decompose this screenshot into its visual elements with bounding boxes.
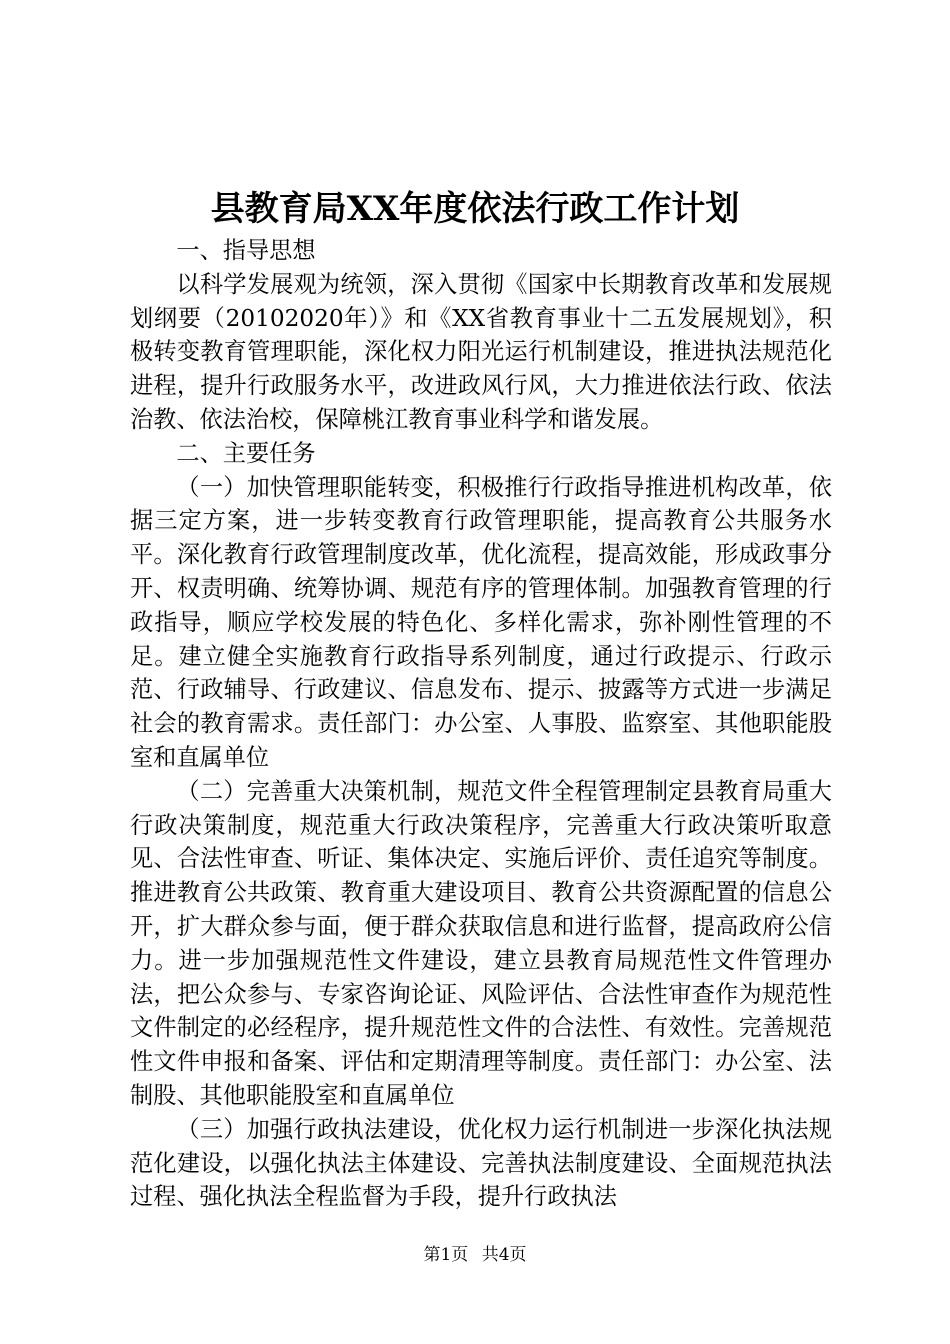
section-heading-main-tasks: 二、主要任务 — [176, 439, 316, 467]
document-body — [130, 234, 832, 1214]
section-heading-guiding-ideology: 一、指导思想 — [176, 237, 316, 264]
paragraph-guiding-ideology: 以科学发展观为统领，深入贯彻《国家中长期教育改革和发展规划纲要（20102020年）》和《XX省教育事业十二五发展规划》，积极转变教育管理职能，深化权力阳光运行机制建设，推进执法规范化进程，提升行政服务水平，改进政风行风，大力推进依法行政、依法治教、依法治校，保障桃江教育事业科学和谐发展。 — [130, 270, 832, 433]
paragraph-task-1: （一）加快管理职能转变，积极推行行政指导推进机构改革，依据三定方案，进一步转变教育行政管理职能，提高教育公共服务水平。深化教育行政管理制度改革，优化流程，提高效能，形成政事分开、权责明确、统筹协调、规范有序的管理体制。加强教育管理的行政指导，顺应学校发展的特色化、多样化需求，弥补刚性管理的不足。建立健全实施教育行政指导系列制度，通过行政提示、行政示范、行政辅导、行政建议、信息发布、提示、披露等方式进一步满足社会的教育需求。责任部门：办公室、人事股、监察室、其他职能股室和直属单位 — [130, 473, 832, 771]
page-number-footer: 第1页 共4页 — [423, 1245, 527, 1265]
paragraph-task-3: （三）加强行政执法建设，优化权力运行机制进一步深化执法规范化建设，以强化执法主体建设、完善执法制度建设、全面规范执法过程、强化执法全程监督为手段，提升行政执法 — [130, 1115, 832, 1211]
document-title: 县教育局XX年度依法行政工作计划 — [210, 189, 740, 229]
paragraph-task-2: （二）完善重大决策机制，规范文件全程管理制定县教育局重大行政决策制度，规范重大行政决策程序，完善重大行政决策听取意见、合法性审查、听证、集体决定、实施后评价、责任追究等制度。推进教育公共政策、教育重大建设项目、教育公共资源配置的信息公开，扩大群众参与面，便于群众获取信息和进行监督，提高政府公信力。进一步加强规范性文件建设，建立县教育局规范性文件管理办法，把公众参与、专家咨询论证、风险评估、合法性审查作为规范性文件制定的必经程序，提升规范性文件的合法性、有效性。完善规范性文件申报和备案、评估和定期清理等制度。责任部门：办公室、法制股、其他职能股室和直属单位 — [130, 777, 832, 1109]
